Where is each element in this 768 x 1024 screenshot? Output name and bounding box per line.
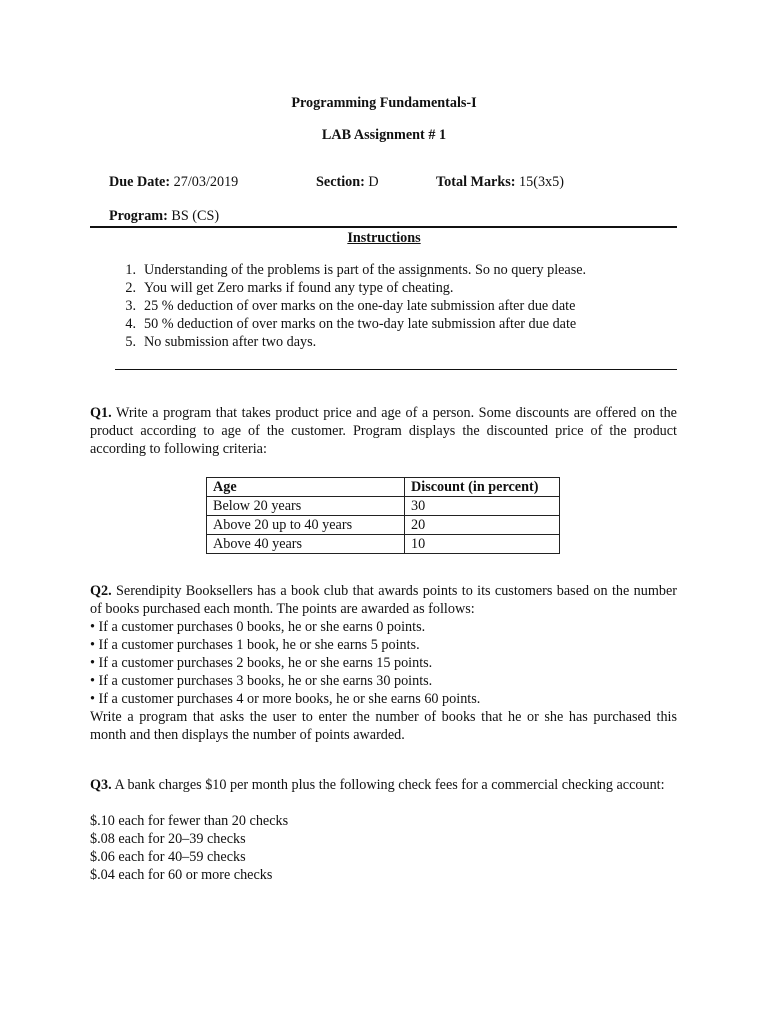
program-value: BS (CS) [171,208,220,224]
list-item: $.06 each for 40–59 checks [90,849,246,865]
section [316,173,379,191]
table-row [207,516,560,535]
table-cell: 20 [405,516,560,535]
list-item: • If a customer purchases 4 or more books, he or she earns 60 points. [90,691,481,707]
instruction-number: 2. [125,280,136,296]
q1-label: Q1. [90,405,112,421]
list-item: $.08 each for 20–39 checks [90,831,246,847]
q1-body: Write a program that takes product price and age of a person. Some discounts are offered on the product according to age of the customer. Program displays the discounted price of the product according to following criteria: [90,405,677,457]
q2-label: Q2. [90,583,112,599]
instruction-number: 3. [125,298,136,314]
table-header-discount: Discount (in percent) [405,478,560,497]
total-marks-label: Total Marks: [436,174,516,190]
header-divider [90,226,677,228]
assignment-title: LAB Assignment # 1 [321,127,447,143]
instruction-item [92,261,586,279]
table-cell: Above 20 up to 40 years [207,516,405,535]
q3-body: A bank charges $10 per month plus the following check fees for a commercial checking account: [114,777,665,793]
course-title: Programming Fundamentals-I [291,95,477,111]
q3-fees [90,812,690,884]
list-item: • If a customer purchases 3 books, he or she earns 30 points. [90,673,433,689]
instruction-text: 25 % deduction of over marks on the one-day late submission after due date [144,298,576,314]
program [109,207,219,225]
instruction-number: 4. [125,316,136,332]
table-cell: Below 20 years [207,497,405,516]
discount-table [206,477,560,554]
q1-text [90,404,677,458]
instruction-item [92,297,586,315]
q2-closing: Write a program that asks the user to enter the number of books that he or she has purchased this month and then displays the number of points awarded. [90,709,677,743]
instruction-item [92,279,586,297]
q3-label: Q3. [90,777,112,793]
list-item: • If a customer purchases 1 book, he or she earns 5 points. [90,637,420,653]
table-cell: 10 [405,535,560,554]
section-label: Section: [316,174,365,190]
list-item: $.10 each for fewer than 20 checks [90,813,289,829]
instruction-item [92,333,586,351]
q2-bullets [90,618,690,708]
q2-body: Serendipity Booksellers has a book club that awards points to its customers based on the number of books purchased each month. The points are awarded as follows: [90,583,677,617]
list-item: • If a customer purchases 2 books, he or she earns 15 points. [90,655,433,671]
instruction-number: 1. [125,262,136,278]
instructions-list [92,261,586,351]
instruction-text: Understanding of the problems is part of the assignments. So no query please. [144,262,587,278]
table-row [207,497,560,516]
table-cell: Above 40 years [207,535,405,554]
table-header-age: Age [207,478,405,497]
list-item: $.04 each for 60 or more checks [90,867,273,883]
table-row [207,535,560,554]
q2-intro [90,582,677,618]
instruction-text: You will get Zero marks if found any type of cheating. [144,280,454,296]
due-date-label: Due Date: [109,174,171,190]
instructions-divider [115,369,677,370]
instruction-item [92,315,586,333]
table-header-row [207,478,560,497]
due-date [109,173,238,191]
list-item: • If a customer purchases 0 books, he or she earns 0 points. [90,619,426,635]
due-date-value: 27/03/2019 [173,174,239,190]
table-cell: 30 [405,497,560,516]
program-label: Program: [109,208,168,224]
instructions-heading: Instructions [347,230,421,246]
total-marks-value: 15(3x5) [519,174,564,190]
q3-intro [90,776,677,794]
instruction-text: No submission after two days. [144,334,317,350]
instruction-text: 50 % deduction of over marks on the two-day late submission after due date [144,316,577,332]
section-value: D [368,174,379,190]
instruction-number: 5. [125,334,136,350]
total-marks [436,173,564,191]
